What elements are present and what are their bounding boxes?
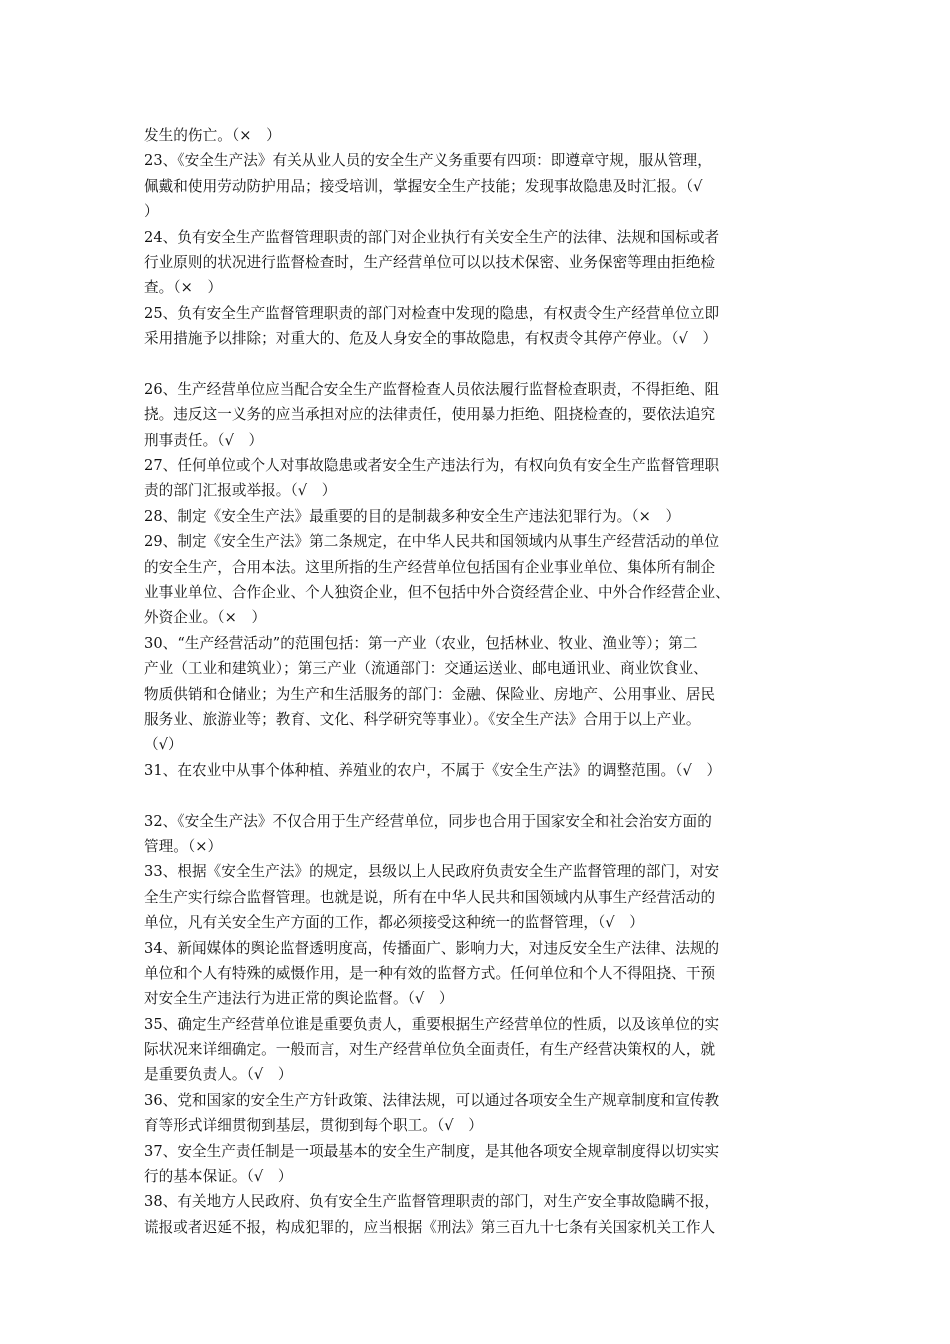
text-line: 单位，凡有关安全生产方面的工作，都必须接受这种统一的监督管理，（√ ）: [144, 914, 644, 932]
text-line: 责的部门汇报或举报。（√ ）: [144, 482, 337, 500]
text-line: 38、有关地方人民政府、负有安全生产监督管理职责的部门，对生产安全事故隐瞒不报，: [144, 1193, 720, 1211]
text-line: 采用措施予以排除；对重大的、危及人身安全的事故隐患，有权责令其停产停业。（√ ）: [144, 330, 718, 348]
text-line: 32、《安全生产法》不仅合用于生产经营单位，同步也合用于国家安全和社会治安方面的: [144, 812, 712, 830]
text-line: 25、负有安全生产监督管理职责的部门对检查中发现的隐患，有权责令生产经营单位立即: [144, 304, 720, 322]
text-line: 34、新闻媒体的舆论监督透明度高，传播面广、影响力大，对违反安全生产法律、法规的: [144, 939, 720, 957]
text-line: 发生的伤亡。（× ）: [144, 127, 281, 144]
text-line: 刑事责任。（√ ）: [144, 431, 264, 449]
text-line: 29、制定《安全生产法》第二条规定，在中华人民共和国领域内从事生产经营活动的单位: [144, 533, 720, 551]
text-line: 37、安全生产责任制是一项最基本的安全生产制度，是其他各项安全规章制度得以切实实: [144, 1142, 720, 1160]
text-line: 27、任何单位或个人对事故隐患或者安全生产违法行为，有权向负有安全生产监督管理职: [144, 457, 720, 475]
text-line: 挠。违反这一义务的应当承担对应的法律责任，使用暴力拒绝、阻挠检查的，要依法追究: [144, 406, 716, 424]
text-line: 佩戴和使用劳动防护用品；接受培训，掌握安全生产技能；发现事故隐患及时汇报。（√: [144, 177, 703, 195]
text-line: 30、“生产经营活动”的范围包括：第一产业（农业，包括林业、牧业、渔业等）；第二: [144, 634, 698, 652]
text-line: 31、在农业中从事个体种植、养殖业的农户，不属于《安全生产法》的调整范围。（√ ）: [144, 761, 722, 779]
text-line: 对安全生产违法行为进正常的舆论监督。（√ ）: [144, 990, 454, 1008]
text-line: （√）: [144, 736, 183, 754]
text-line: 物质供销和仓储业；为生产和生活服务的部门：金融、保险业、房地产、公用事业、居民: [144, 685, 716, 703]
text-line: 谎报或者迟延不报，构成犯罪的，应当根据《刑法》第三百九十七条有关国家机关工作人: [144, 1218, 716, 1236]
text-line: 行的基本保证。（√ ）: [144, 1168, 293, 1186]
text-line: 外资企业。（× ）: [144, 609, 267, 627]
text-line: 24、负有安全生产监督管理职责的部门对企业执行有关安全生产的法律、法规和国标或者: [144, 228, 720, 246]
text-line: 行业原则的状况进行监督检查时，生产经营单位可以以技术保密、业务保密等理由拒绝检: [144, 253, 716, 271]
text-line: 际状况来详细确定。一般而言，对生产经营单位负全面责任，有生产经营决策权的人，就: [144, 1041, 716, 1059]
text-line: 28、制定《安全生产法》最重要的目的是制裁多种安全生产违法犯罪行为。（× ）: [144, 507, 681, 525]
text-line: 36、党和国家的安全生产方针政策、法律法规，可以通过各项安全生产规章制度和宣传教: [144, 1091, 720, 1109]
blank-line: [144, 352, 804, 377]
text-line: 业事业单位、合作企业、个人独资企业，但不包括中外合资经营企业、中外合作经营企业、: [144, 584, 730, 602]
text-line: 产业（工业和建筑业）；第三产业（流通部门：交通运送业、邮电通讯业、商业饮食业、: [144, 660, 708, 678]
blank-line: [144, 783, 804, 808]
text-line: 26、生产经营单位应当配合安全生产监督检查人员依法履行监督检查职责，不得拒绝、阻: [144, 380, 720, 398]
text-line: 的安全生产，合用本法。这里所指的生产经营单位包括国有企业事业单位、集体所有制企: [144, 558, 716, 576]
text-line: 是重要负责人。（√ ）: [144, 1066, 293, 1084]
text-line: 管理。（×）: [144, 837, 223, 855]
text-line: 全生产实行综合监督管理。也就是说，所有在中华人民共和国领域内从事生产经营活动的: [144, 888, 716, 906]
text-line: 查。（× ）: [144, 279, 223, 297]
text-line: 单位和个人有特殊的威慑作用，是一种有效的监督方式。任何单位和个人不得阻挠、干预: [144, 964, 716, 982]
text-line: 33、根据《安全生产法》的规定，县级以上人民政府负责安全生产监督管理的部门，对安: [144, 863, 720, 881]
text-line: 23、《安全生产法》有关从业人员的安全生产义务重要有四项：即遵章守规，服从管理，: [144, 152, 712, 170]
text-line: 35、确定生产经营单位谁是重要负责人，重要根据生产经营单位的性质，以及该单位的实: [144, 1015, 720, 1033]
document-body: [144, 123, 804, 1240]
text-line: 服务业、旅游业等；教育、文化、科学研究等事业）。《安全生产法》合用于以上产业。: [144, 710, 701, 728]
text-line: ）: [144, 203, 159, 221]
text-line: 育等形式详细贯彻到基层，贯彻到每个职工。（√ ）: [144, 1117, 483, 1135]
